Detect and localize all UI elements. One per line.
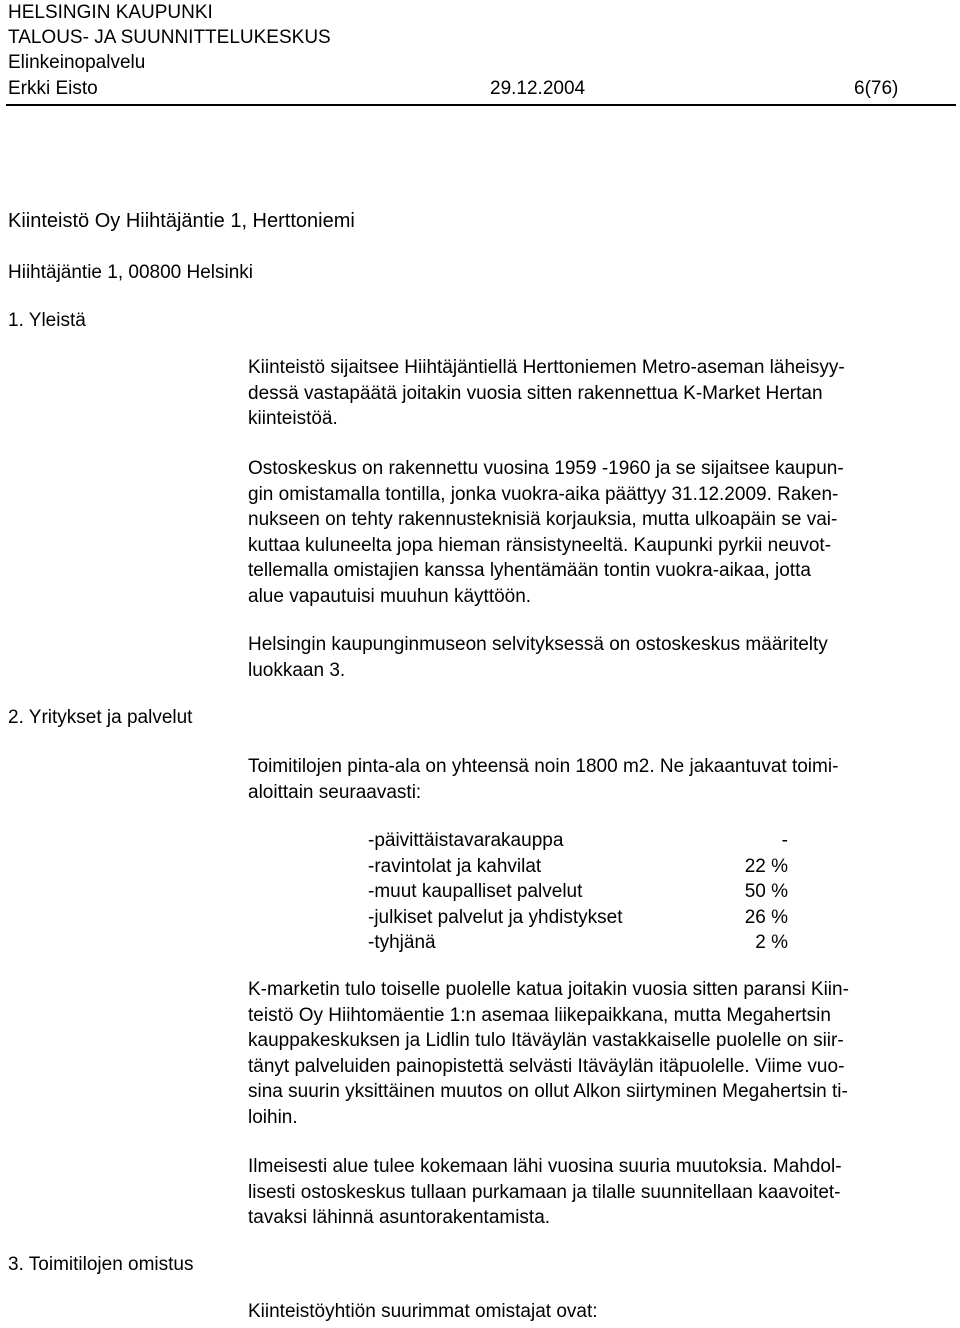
- paragraph-line: Kiinteistö sijaitsee Hiihtäjäntiellä Herttoniemen Metro-aseman läheisyy-: [248, 357, 845, 378]
- paragraph-line: tellemalla omistajien kanssa lyhentämään tontin vuokra-aikaa, jotta: [248, 560, 811, 581]
- table-row: [368, 930, 788, 956]
- paragraph-line: gin omistamalla tontilla, jonka vuokra-aika päättyy 31.12.2009. Raken-: [248, 483, 839, 505]
- paragraph-line: kuttaa kuluneelta jopa hieman ränsistyneeltä. Kaupunki pyrkii neuvot-: [248, 534, 832, 556]
- sector-label: -päivittäistavarakauppa: [368, 830, 564, 851]
- header-page-number: 6(76): [854, 78, 899, 99]
- paragraph-line: kiinteistöä.: [248, 408, 338, 429]
- paragraph-line: Ilmeisesti alue tulee kokemaan lähi vuosina suuria muutoksia. Mahdol-: [248, 1156, 842, 1177]
- sector-label: -julkiset palvelut ja yhdistykset: [368, 906, 623, 928]
- document-title: Kiinteistö Oy Hiihtäjäntie 1, Herttoniemi: [8, 210, 355, 232]
- paragraph-line: sina suurin yksittäinen muutos on ollut Alkon siirtyminen Megahertsin ti-: [248, 1081, 848, 1102]
- paragraph-line: loihin.: [248, 1106, 298, 1128]
- table-row: [368, 879, 788, 905]
- paragraph-owners-intro: Kiinteistöyhtiön suurimmat omistajat ovat:: [248, 1301, 598, 1322]
- header-unit: Elinkeinopalvelu: [8, 52, 146, 73]
- section-heading-businesses: 2. Yritykset ja palvelut: [8, 707, 193, 728]
- paragraph-line: Ostoskeskus on rakennettu vuosina 1959 -1960 ja se sijaitsee kaupun-: [248, 458, 844, 479]
- sector-share: 22 %: [744, 855, 788, 877]
- paragraph-line: dessä vastapäätä joitakin vuosia sitten rakennettua K-Market Hertan: [248, 382, 823, 404]
- header-author: Erkki Eisto: [8, 78, 98, 99]
- header-dept: TALOUS- JA SUUNNITTELUKESKUS: [8, 27, 331, 48]
- paragraph-line: alue vapautuisi muuhun käyttöön.: [248, 585, 532, 607]
- paragraph-market-changes: [248, 977, 849, 1130]
- section-heading-ownership: 3. Toimitilojen omistus: [8, 1254, 194, 1275]
- paragraph-line: nukseen on tehty rakennusteknisiä korjauksia, mutta ulkoapäin se vai-: [248, 509, 838, 530]
- paragraph-line: K-marketin tulo toiselle puolelle katua joitakin vuosia sitten paransi Kiin-: [248, 979, 849, 1000]
- paragraph-line: luokkaan 3.: [248, 659, 346, 681]
- sector-share: 26 %: [744, 906, 788, 928]
- paragraph-line: Toimitilojen pinta-ala on yhteensä noin 1800 m2. Ne jakaantuvat toimi-: [248, 756, 839, 777]
- table-row: [368, 828, 788, 854]
- property-address: Hiihtäjäntie 1, 00800 Helsinki: [8, 262, 254, 283]
- paragraph-line: tavaksi lähinnä asuntorakentamista.: [248, 1207, 551, 1228]
- table-row: [368, 905, 788, 931]
- paragraph-floor-area: [248, 754, 838, 805]
- paragraph-construction: [248, 456, 844, 609]
- sector-distribution-table: [368, 828, 788, 956]
- header-divider: [6, 104, 956, 106]
- paragraph-line: lisesti ostoskeskus tullaan purkamaan ja tilalle suunnitellaan kaavoitet-: [248, 1181, 841, 1203]
- paragraph-line: teistö Oy Hiihtomäentie 1:n asemaa liikepaikkana, mutta Megahertsin: [248, 1004, 831, 1026]
- paragraph-line: kauppakeskuksen ja Lidlin tulo Itäväylän vastakkaiselle puolelle on siir-: [248, 1030, 844, 1051]
- paragraph-future-outlook: [248, 1154, 842, 1231]
- sector-label: -ravintolat ja kahvilat: [368, 855, 542, 877]
- sector-label: -muut kaupalliset palvelut: [368, 881, 583, 902]
- paragraph-location: [248, 355, 845, 432]
- table-row: [368, 854, 788, 880]
- sector-label: -tyhjänä: [368, 932, 436, 953]
- section-heading-general: 1. Yleistä: [8, 310, 86, 331]
- paragraph-line: Helsingin kaupunginmuseon selvityksessä on ostoskeskus määritelty: [248, 634, 828, 655]
- paragraph-line: tänyt palveluiden painopistettä selvästi Itäväylän itäpuolelle. Viime vuo-: [248, 1055, 845, 1077]
- header-org: HELSINGIN KAUPUNKI: [8, 2, 213, 23]
- sector-share: 2 %: [755, 932, 788, 953]
- header-date: 29.12.2004: [490, 78, 586, 99]
- paragraph-museum-classification: [248, 632, 828, 683]
- sector-share: -: [781, 830, 788, 851]
- paragraph-line: aloittain seuraavasti:: [248, 781, 422, 803]
- sector-share: 50 %: [744, 881, 788, 902]
